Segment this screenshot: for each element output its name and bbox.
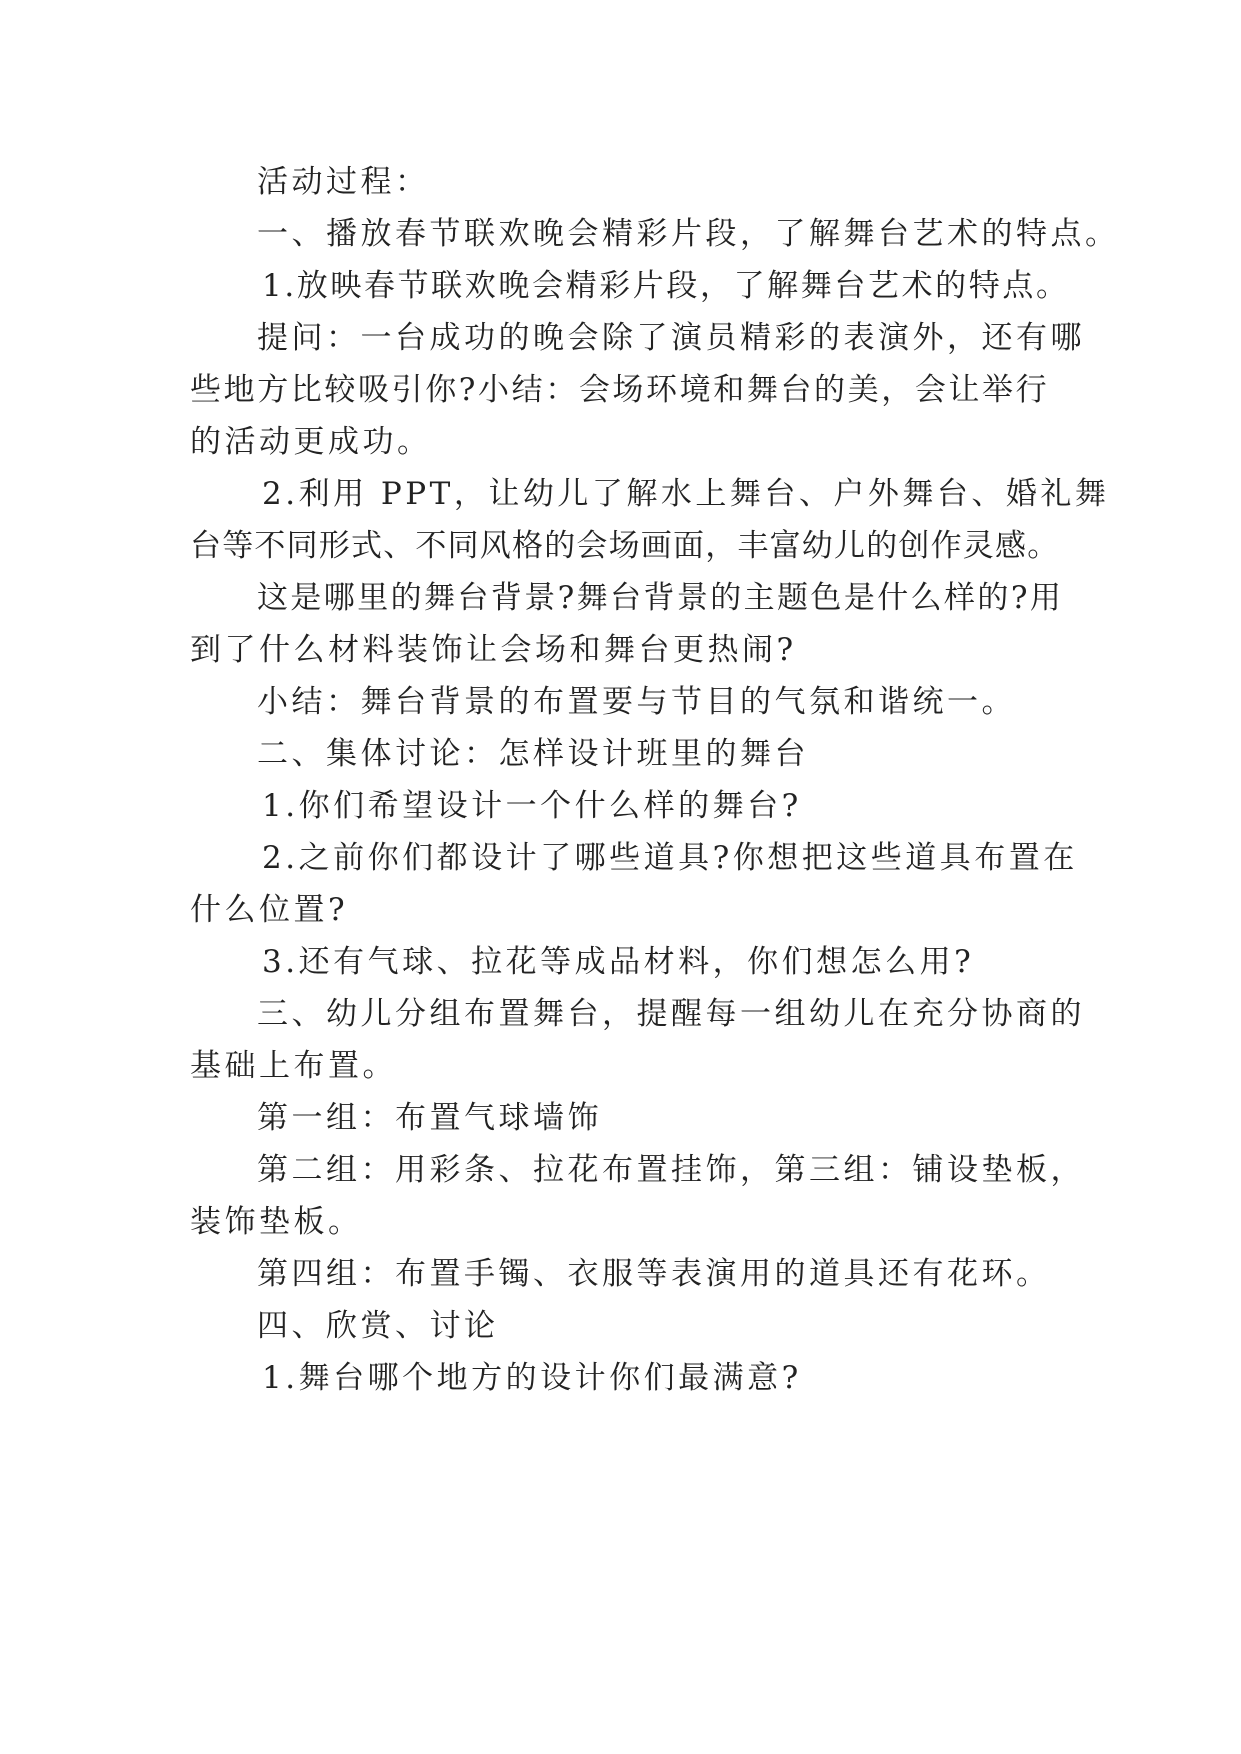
section-heading-2: 二、集体讨论：怎样设计班里的舞台 [257,736,809,772]
paragraph-line: 这是哪里的舞台背景?舞台背景的主题色是什么样的?用 [257,580,1064,616]
paragraph-line: 3.还有气球、拉花等成品材料，你们想怎么用? [262,944,975,980]
paragraph-line: 1.你们希望设计一个什么样的舞台? [262,788,802,824]
heading-activity-process: 活动过程： [257,164,430,200]
paragraph-line: 些地方比较吸引你?小结：会场环境和舞台的美，会让举行 [190,372,1050,408]
paragraph-line: 2.之前你们都设计了哪些道具?你想把这些道具布置在 [262,840,1078,876]
paragraph-line: 小结：舞台背景的布置要与节目的气氛和谐统一。 [257,684,1016,720]
paragraph-line: 的活动更成功。 [190,424,432,460]
section-heading-3: 三、幼儿分组布置舞台，提醒每一组幼儿在充分协商的 [257,996,1085,1032]
paragraph-line: 台等不同形式、不同风格的会场画面，丰富幼儿的创作灵感。 [190,528,1060,564]
paragraph-line: 第一组：布置气球墙饰 [257,1100,602,1136]
paragraph-line: 到了什么材料装饰让会场和舞台更热闹? [190,632,797,668]
paragraph-line: 2.利用 PPT，让幼儿了解水上舞台、户外舞台、婚礼舞 [262,476,1110,512]
paragraph-line: 1.舞台哪个地方的设计你们最满意? [262,1360,802,1396]
paragraph-line: 1.放映春节联欢晚会精彩片段，了解舞台艺术的特点。 [262,268,1070,304]
paragraph-line: 第二组：用彩条、拉花布置挂饰，第三组：铺设垫板， [257,1152,1085,1188]
section-heading-1: 一、播放春节联欢晚会精彩片段，了解舞台艺术的特点。 [257,216,1120,252]
paragraph-line: 提问：一台成功的晚会除了演员精彩的表演外，还有哪 [257,320,1085,356]
paragraph-line: 什么位置? [190,892,349,928]
section-heading-4: 四、欣赏、讨论 [257,1308,499,1344]
paragraph-line: 基础上布置。 [190,1048,397,1084]
paragraph-line: 第四组：布置手镯、衣服等表演用的道具还有花环。 [257,1256,1051,1292]
paragraph-line: 装饰垫板。 [190,1204,363,1240]
